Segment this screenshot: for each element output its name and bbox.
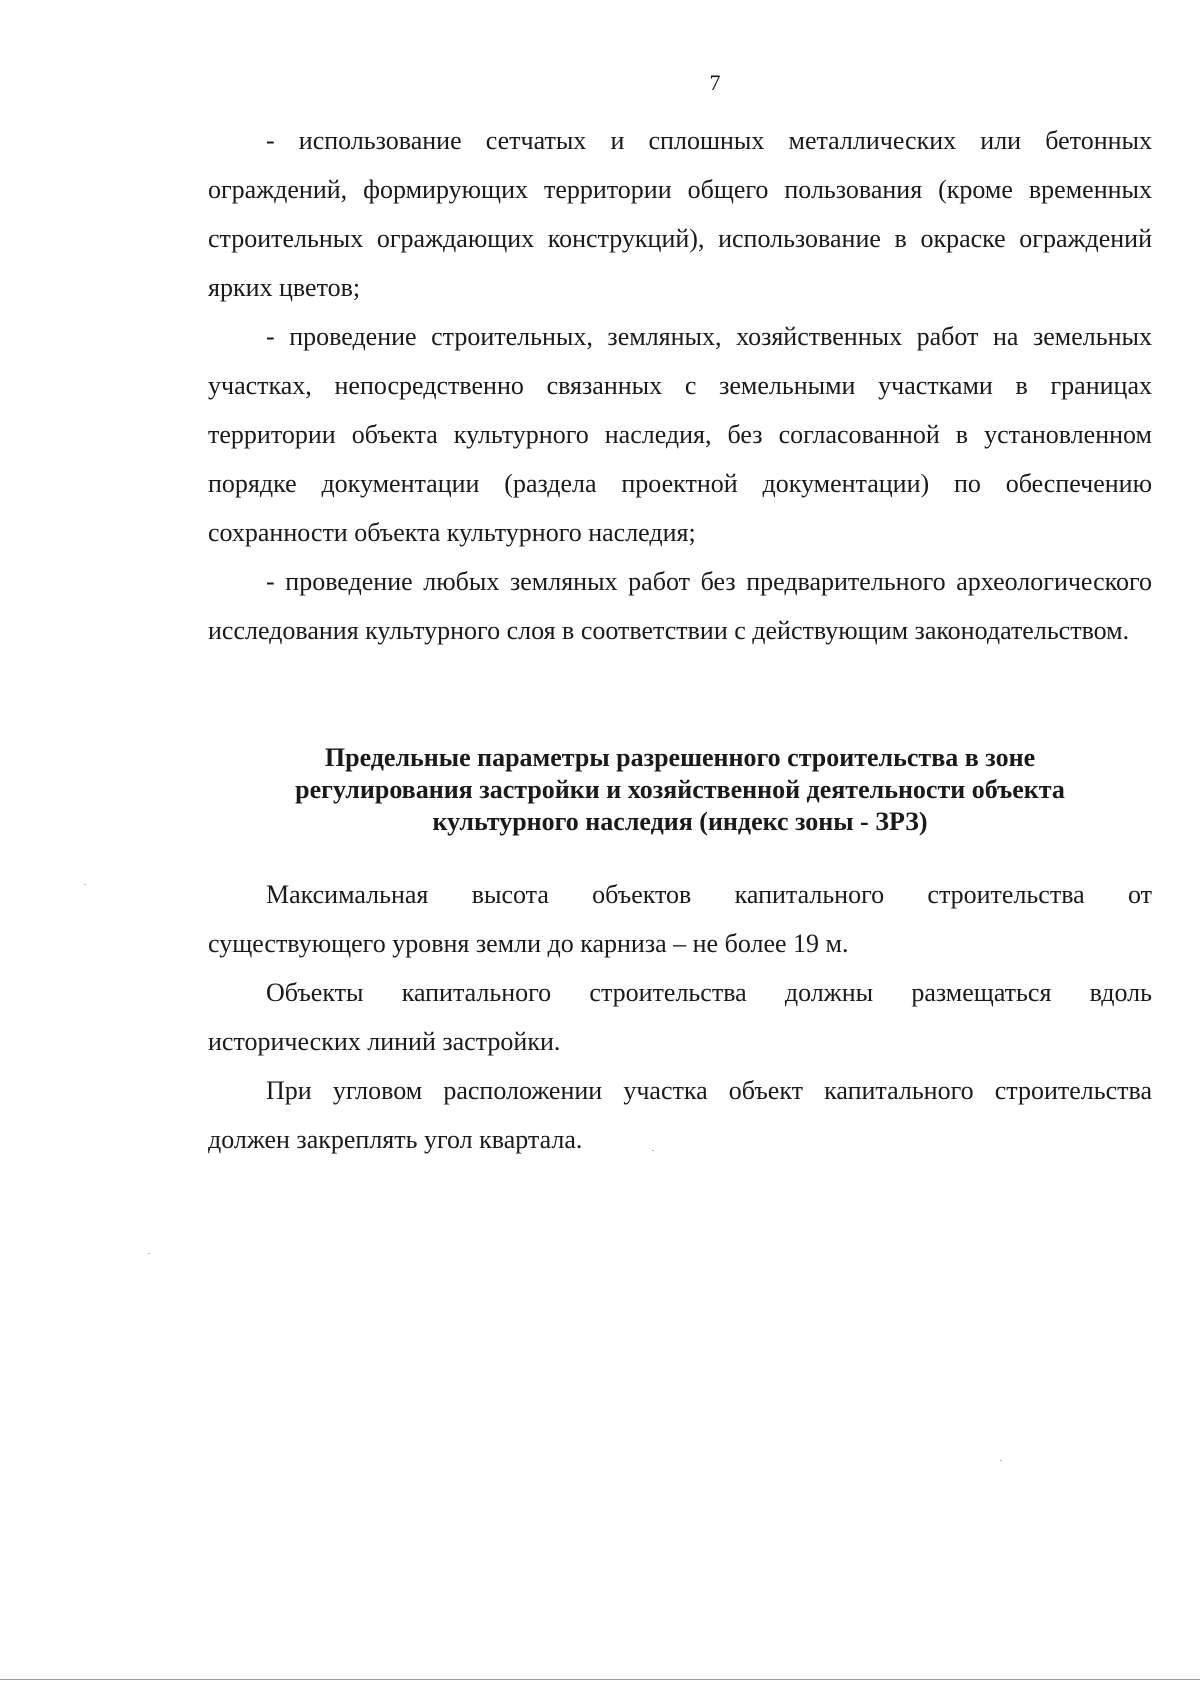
paragraph-fences: - использование сетчатых и сплошных металлических или бетонных ограждений, формирующих территории общего пользования (кроме временных строительных ограждающих конструкций), использование в окраске ограждений ярких цветов; <box>208 126 1152 302</box>
scan-speck <box>652 1150 654 1151</box>
heading-line-1: Предельные параметры разрешенного строительства в зоне <box>324 743 1036 772</box>
scan-speck <box>148 1253 150 1254</box>
paragraph-earthworks: - проведение любых земляных работ без предварительного археологического исследования культурного слоя в соответствии с действующим законодательством. <box>208 567 1152 645</box>
heading-line-2: регулирования застройки и хозяйственной деятельности объекта <box>295 775 1065 804</box>
paragraph-construction-works: - проведение строительных, земляных, хозяйственных работ на земельных участках, непосредственно связанных с земельными участками в границах территории объекта культурного наследия, без согласованной в установленном порядке документации (раздела проектной документации) по обеспечению сохранности объекта культурного наследия; <box>208 322 1152 547</box>
heading-line-3: культурного наследия (индекс зоны - ЗРЗ) <box>432 807 928 836</box>
scan-speck <box>84 884 86 885</box>
section-heading <box>240 742 1120 838</box>
paragraph-corner-lots: При угловом расположении участка объект капитального строительства должен закреплять угол квартала. <box>208 1076 1152 1154</box>
construction-parameters <box>208 870 1152 1164</box>
scan-speck <box>1000 1460 1002 1461</box>
restrictions-list <box>208 116 1152 655</box>
page-number: 7 <box>709 70 721 95</box>
paragraph-building-lines: Объекты капитального строительства должны размещаться вдоль исторических линий застройки. <box>208 978 1152 1056</box>
paragraph-max-height: Максимальная высота объектов капитального строительства от существующего уровня земли до карниза – не более 19 м. <box>208 880 1152 958</box>
page-edge-line <box>0 1679 1200 1680</box>
